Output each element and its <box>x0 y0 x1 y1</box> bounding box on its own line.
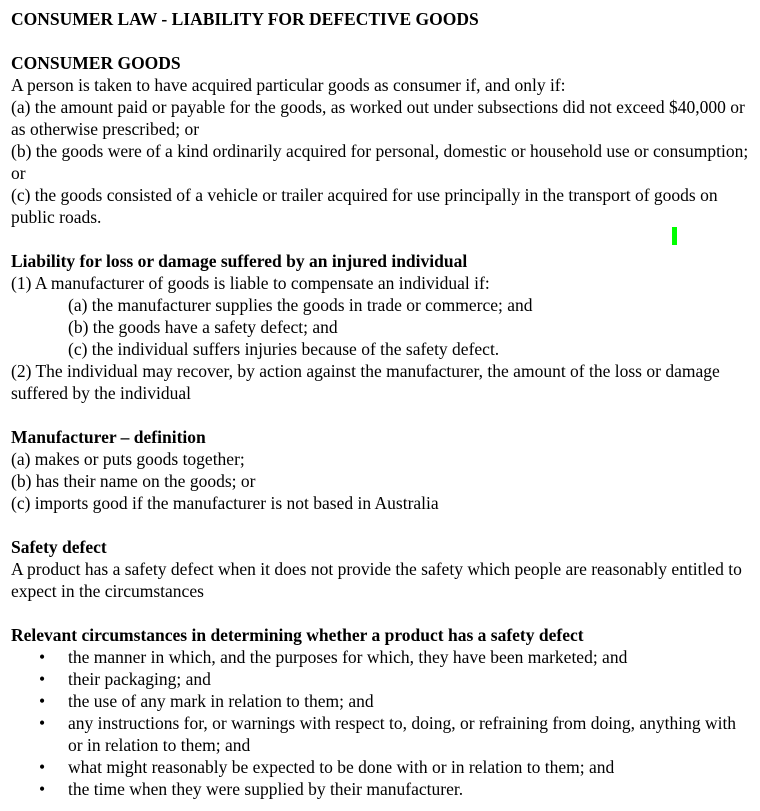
bullet-icon: • <box>39 779 46 799</box>
document-title: CONSUMER LAW - LIABILITY FOR DEFECTIVE GOODS <box>11 9 479 29</box>
liability-heading: Liability for loss or damage suffered by an injured individual <box>11 251 468 271</box>
list-item <box>11 756 753 778</box>
consumer-goods-section <box>11 52 753 228</box>
bullet-icon: • <box>39 647 46 667</box>
list-item <box>11 690 753 712</box>
liability-subitem-b: (b) the goods have a safety defect; and <box>68 317 338 337</box>
spacer <box>11 602 753 624</box>
manufacturer-item-c: (c) imports good if the manufacturer is not based in Australia <box>11 493 439 513</box>
consumer-goods-intro: A person is taken to have acquired particular goods as consumer if, and only if: <box>11 75 566 95</box>
safety-defect-section <box>11 536 753 602</box>
spacer <box>11 404 753 426</box>
manufacturer-heading: Manufacturer – definition <box>11 427 206 447</box>
consumer-goods-item-c: (c) the goods consisted of a vehicle or trailer acquired for use principally in the transport of goods on public roads. <box>11 185 718 227</box>
consumer-goods-heading: CONSUMER GOODS <box>11 53 181 73</box>
bullet-icon: • <box>39 757 46 777</box>
circumstances-section <box>11 624 753 800</box>
bullet-icon: • <box>39 713 46 733</box>
manufacturer-item-b: (b) has their name on the goods; or <box>11 471 256 491</box>
list-item-text: the use of any mark in relation to them; and <box>68 691 374 711</box>
circumstances-heading: Relevant circumstances in determining whether a product has a safety defect <box>11 625 584 645</box>
spacer <box>11 228 753 250</box>
liability-subitem-a: (a) the manufacturer supplies the goods in trade or commerce; and <box>68 295 533 315</box>
consumer-goods-item-b: (b) the goods were of a kind ordinarily acquired for personal, domestic or household use or consumption; or <box>11 141 749 183</box>
bullet-icon: • <box>39 691 46 711</box>
list-item-text: what might reasonably be expected to be done with or in relation to them; and <box>68 757 615 777</box>
consumer-goods-item-a: (a) the amount paid or payable for the goods, as worked out under subsections did not exceed $40,000 or as otherwise prescribed; or <box>11 97 745 139</box>
liability-point-1: (1) A manufacturer of goods is liable to compensate an individual if: <box>11 273 490 293</box>
liability-section <box>11 250 753 404</box>
safety-defect-heading: Safety defect <box>11 537 107 557</box>
list-item <box>11 778 753 800</box>
manufacturer-item-a: (a) makes or puts goods together; <box>11 449 245 469</box>
list-item-text: their packaging; and <box>68 669 211 689</box>
list-item-text: the time when they were supplied by their manufacturer. <box>68 779 464 799</box>
spacer <box>11 514 753 536</box>
list-item <box>11 646 753 668</box>
safety-defect-text: A product has a safety defect when it does not provide the safety which people are reasonably entitled to expect in the circumstances <box>11 559 742 601</box>
liability-subitem-c: (c) the individual suffers injuries because of the safety defect. <box>68 339 500 359</box>
list-item <box>11 712 753 756</box>
bullet-icon: • <box>39 669 46 689</box>
list-item-text: any instructions for, or warnings with respect to, doing, or refraining from doing, anything with or in relation to them; and <box>68 713 737 755</box>
spacer <box>11 30 753 52</box>
text-cursor-marker <box>672 227 677 245</box>
list-item <box>11 668 753 690</box>
list-item-text: the manner in which, and the purposes for which, they have been marketed; and <box>68 647 628 667</box>
document-page <box>11 8 753 800</box>
manufacturer-section <box>11 426 753 514</box>
liability-point-2: (2) The individual may recover, by action against the manufacturer, the amount of the loss or damage suffered by the individual <box>11 361 720 403</box>
circumstances-list <box>11 646 753 800</box>
